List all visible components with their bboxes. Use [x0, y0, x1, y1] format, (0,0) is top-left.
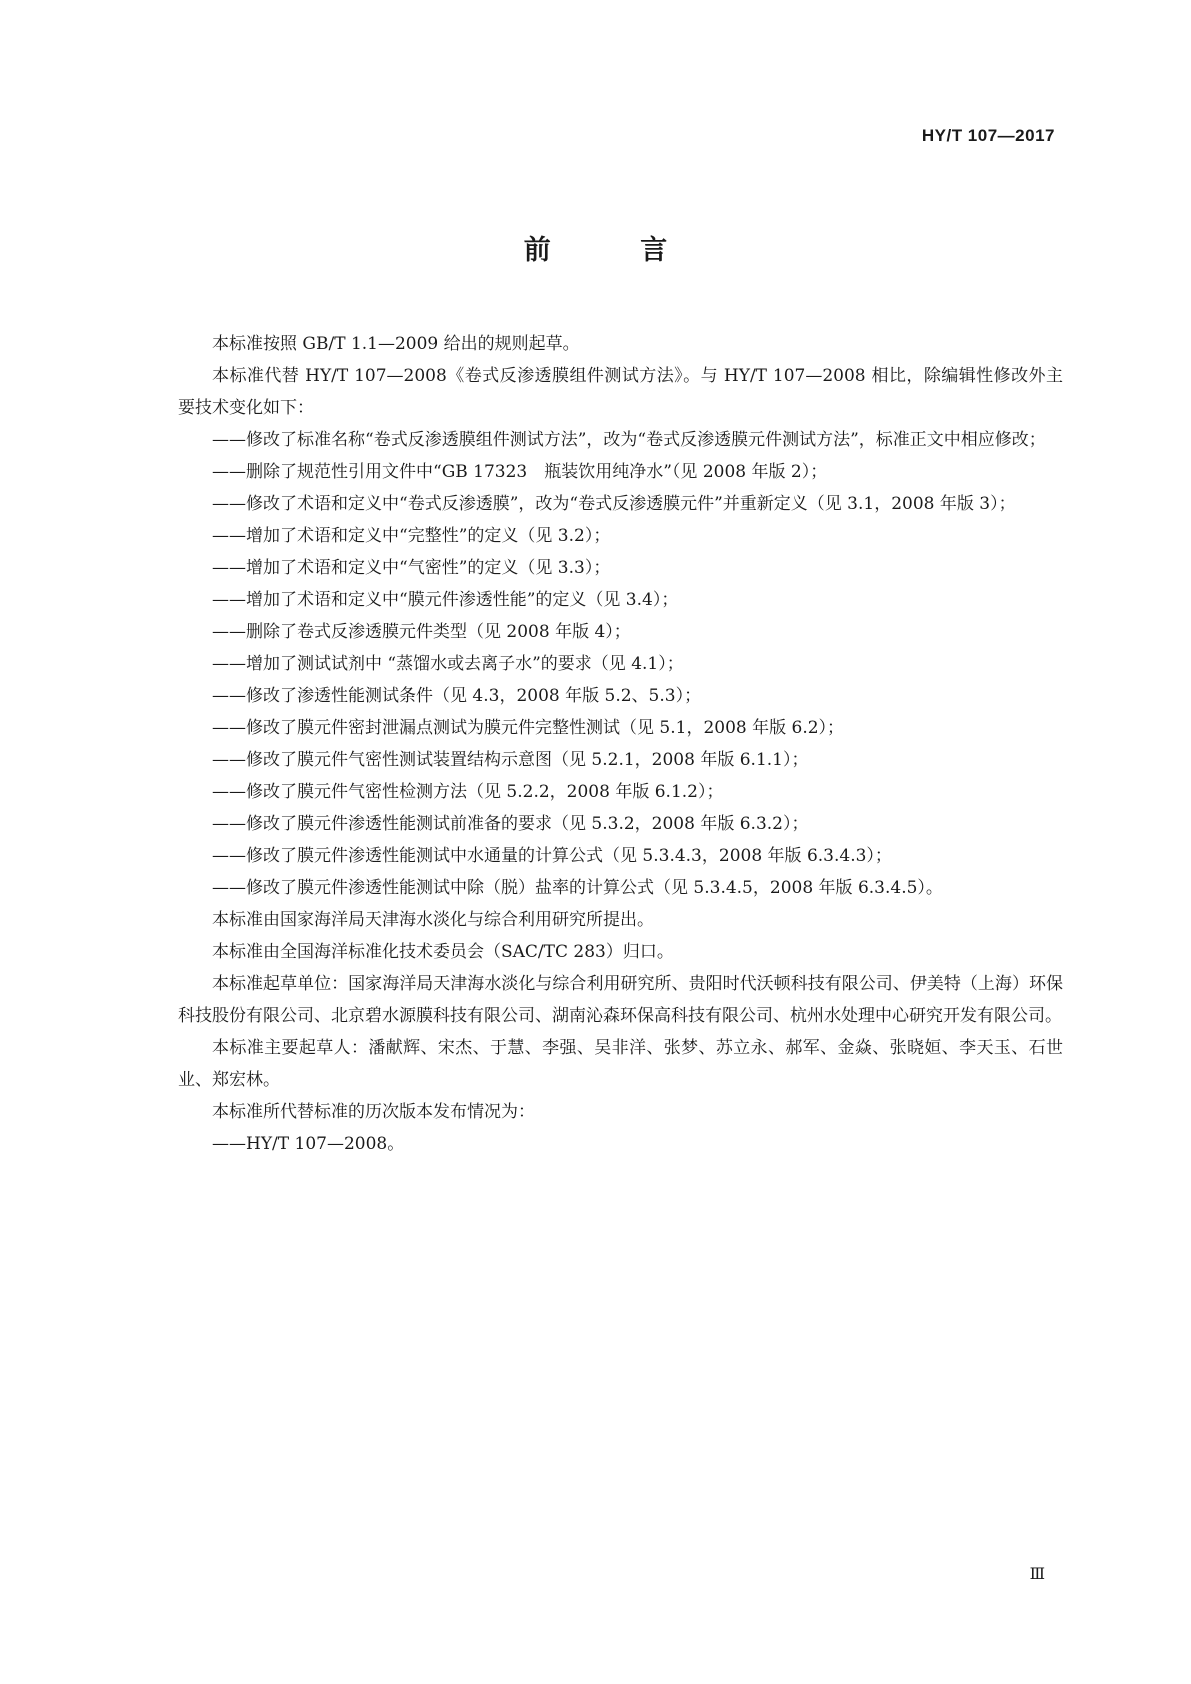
foreword-body	[178, 328, 1063, 1160]
document-code: HY/T 107—2017	[921, 126, 1055, 145]
paragraph: 本标准主要起草人：潘献辉、宋杰、于慧、李强、吴非洋、张梦、苏立永、郝军、金焱、张晓姮、李天玉、石世业、郑宏林。	[178, 1038, 1063, 1090]
list-item: ——修改了渗透性能测试条件（见 4.3，2008 年版 5.2、5.3）；	[212, 686, 702, 706]
list-item: ——增加了术语和定义中“膜元件渗透性能”的定义（见 3.4）；	[212, 590, 679, 610]
list-item: ——修改了膜元件渗透性能测试中除（脱）盐率的计算公式（见 5.3.4.5，2008 年版 6.3.4.5）。	[212, 878, 943, 898]
list-item: ——修改了膜元件气密性检测方法（见 5.2.2，2008 年版 6.1.2）；	[212, 782, 724, 802]
list-item: ——增加了术语和定义中“气密性”的定义（见 3.3）；	[212, 558, 611, 578]
paragraph: 本标准按照 GB/T 1.1—2009 给出的规则起草。	[212, 334, 580, 354]
list-item: ——HY/T 107—2008。	[212, 1134, 405, 1154]
list-item: ——修改了膜元件渗透性能测试中水通量的计算公式（见 5.3.4.3，2008 年版 6.3.4.3）；	[212, 846, 892, 866]
list-item: ——增加了测试试剂中 “蒸馏水或去离子水”的要求（见 4.1）；	[212, 654, 684, 674]
list-item: ——修改了标准名称“卷式反渗透膜组件测试方法”，改为“卷式反渗透膜元件测试方法”，标准正文中相应修改；	[212, 430, 1046, 450]
history-list	[178, 1128, 1063, 1160]
paragraph: 本标准起草单位：国家海洋局天津海水淡化与综合利用研究所、贵阳时代沃顿科技有限公司、伊美特（上海）环保科技股份有限公司、北京碧水源膜科技有限公司、湖南沁森环保高科技有限公司、杭州水处理中心研究开发有限公司。	[178, 974, 1063, 1026]
paragraph: 本标准所代替标准的历次版本发布情况为：	[212, 1102, 535, 1122]
paragraph: 本标准由国家海洋局天津海水淡化与综合利用研究所提出。	[212, 910, 654, 930]
list-item: ——删除了卷式反渗透膜元件类型（见 2008 年版 4）；	[212, 622, 631, 642]
paragraph: 本标准代替 HY/T 107—2008《卷式反渗透膜组件测试方法》。与 HY/T 107—2008 相比，除编辑性修改外主要技术变化如下：	[178, 366, 1063, 418]
list-item: ——修改了膜元件气密性测试装置结构示意图（见 5.2.1，2008 年版 6.1.1）；	[212, 750, 809, 770]
technical-changes-list	[178, 424, 1063, 904]
list-item: ——修改了膜元件密封泄漏点测试为膜元件完整性测试（见 5.1，2008 年版 6.2）；	[212, 718, 845, 738]
page-title: 前 言	[523, 235, 708, 266]
list-item: ——增加了术语和定义中“完整性”的定义（见 3.2）；	[212, 526, 611, 546]
page-number: Ⅲ	[1029, 1564, 1045, 1583]
list-item: ——删除了规范性引用文件中“GB 17323 瓶装饮用纯净水”（见 2008 年版 2）；	[212, 462, 828, 482]
list-item: ——修改了术语和定义中“卷式反渗透膜”，改为“卷式反渗透膜元件”并重新定义（见 3.1，2008 年版 3）；	[212, 494, 1016, 514]
paragraph: 本标准由全国海洋标准化技术委员会（SAC/TC 283）归口。	[212, 942, 674, 962]
list-item: ——修改了膜元件渗透性能测试前准备的要求（见 5.3.2，2008 年版 6.3.2）；	[212, 814, 809, 834]
